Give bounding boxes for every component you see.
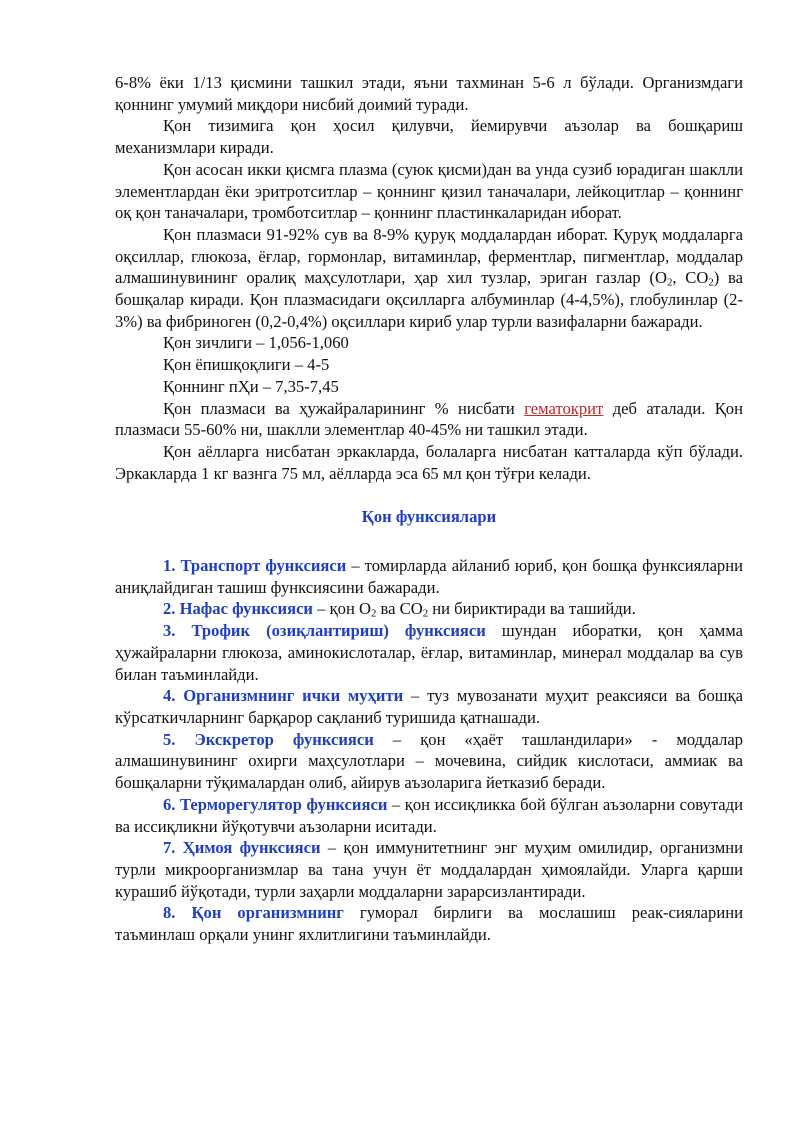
blood-viscosity: Қон ёпишқоқлиги – 4-5: [163, 355, 330, 375]
section-title: Қон функсиялари: [361, 507, 497, 527]
function-item-excretory: 5. Экскретор функсияси – қон «ҳаёт ташландилари» - моддалар алмашинувининг охирги маҳсулотлари – мочевина, сийдик кислотаси, аммиак ва бошқаларни тўқималардан олиб, айирув аъзоларига йетказиб беради.: [115, 729, 743, 793]
paragraph-blood-system: Қон тизимига қон ҳосил қилувчи, йемирувчи аъзолар ва бошқариш механизмлари киради.: [115, 116, 743, 158]
function-item-humoral: 8. Қон организмнинг гуморал бирлиги ва мослашиш реак-сияларини таъминлаш орқали унинг яхлитлигини таъминлайди.: [115, 903, 743, 945]
function-item-thermoregulatory: 6. Терморегулятор функсияси – қон иссиқликка бой бўлган аъзоларни совутади ва иссиқликни йўқотувчи аъзоларни иситади.: [115, 794, 743, 836]
function-item-transport: 1. Транспорт функсияси – томирларда айланиб юриб, қон бошқа функсияларни аниқлайдиган ташиш функсиясини бажаради.: [115, 556, 743, 597]
function-item-trophic: 3. Трофик (озиқлантириш) функсияси шундан иборатки, қон ҳамма ҳужайраларни глюкоза, аминокислоталар, ёғлар, витаминлар, минерал моддалар ва сув билан таъминлайди.: [115, 621, 743, 684]
blood-ph: Қоннинг пҲи – 7,35-7,45: [163, 376, 339, 396]
paragraph-plasma: Қон плазмаси 91-92% сув ва 8-9% қуруқ моддалардан иборат. Қуруқ моддаларга оқсиллар, глюкоза, ёғлар, гормонлар, витаминлар, ферментлар, пигментлар, моддалар алмашинувининг оралиқ маҳсулотлари, ҳар хил тузлар, эриган газлар ($O_2$, $CO_2$) ва бошқалар киради. Қон плазмасидаги оқсилларга албуминлар (4-4,5%), глобулинлар (2-3%) ва фибриноген (0,2-0,4%) оқсиллари кириб улар турли вазифаларни бажаради.: [115, 224, 743, 331]
paragraph-blood-amount: Қон аёлларга нисбатан эркакларда, болаларга нисбатан катталарда кўп бўлади. Эркакларда 1 кг вазнга 75 мл, аёлларда эса 65 мл қон тўғри келади.: [115, 441, 743, 483]
function-item-protective: 7. Ҳимоя функсияси – қон иммунитетнинг энг муҳим омилидир, организмни турли микроорганизмлар ва тана учун ёт моддалардан ҳимоялайди. Уларга қарши курашиб йўқотади, турли заҳарли моддаларни зарарсизлантиради.: [115, 838, 743, 901]
paragraph-blood-volume: 6-8% ёки 1/13 қисмини ташкил этади, яъни тахминан 5-6 л бўлади. Организмдаги қоннинг умумий миқдори нисбий доимий туради.: [115, 73, 743, 114]
paragraph-hematocrit: Қон плазмаси ва ҳужайраларининг % нисбати гематокрит деб аталади. Қон плазмаси 55-60% ни, шаклли элементлар 40-45% ни ташкил этади.: [115, 398, 743, 440]
paragraph-blood-composition: Қон асосан икки қисмга плазма (суюк қисми)дан ва унда сузиб юрадиган шаклли элементлардан ёки эритротситлар – қоннинг қизил таначалари, лейкоцитлар – қоннинг оқ қон таначалари, тромботситлар – қоннинг пластинкаларидан иборат.: [115, 159, 743, 223]
hematocrit-link[interactable]: гематокрит: [524, 398, 604, 418]
function-item-respiratory: 2. Нафас функсияси – қон $O_2$ ва $CO_2$ ни бириктиради ва ташийди.: [163, 599, 636, 621]
function-item-internal-environment: 4. Организмнинг ички муҳити – туз мувозанати муҳит реаксияси ва бошқа кўрсаткичларнинг барқарор сақланиб туришида қатнашади.: [115, 686, 743, 727]
blood-density: Қон зичлиги – 1,056-1,060: [163, 333, 349, 353]
